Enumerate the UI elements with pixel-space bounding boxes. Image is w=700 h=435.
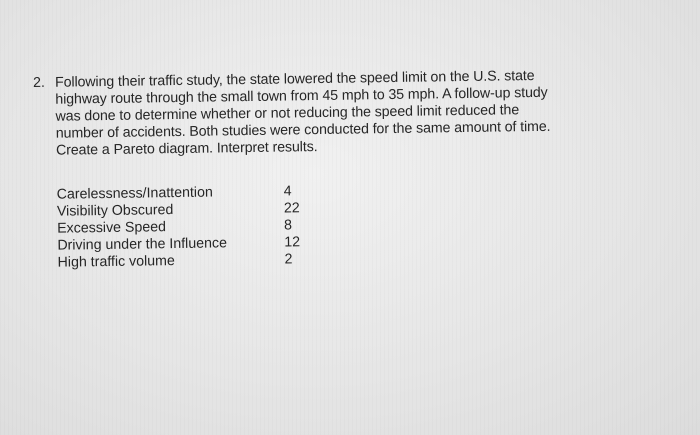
cause-count: 2 [284,251,293,268]
cause-label: High traffic volume [57,253,175,271]
question-line: highway route through the small town from 45 mph to 35 mph. A follow-up study [55,84,548,108]
question-text [55,67,636,160]
cause-count: 8 [284,217,293,234]
cause-count: 12 [284,234,301,251]
question-line: number of accidents. Both studies were conducted for the same amount of time. [55,118,551,142]
cause-label: Driving under the Influence [57,235,228,254]
question-block [33,66,653,271]
table-row [58,251,318,272]
question-number: 2. [33,74,46,91]
cause-label: Carelessness/Inattention [56,184,213,203]
cause-label: Excessive Speed [57,219,167,237]
question-line: was done to determine whether or not reducing the speed limit reduced the [55,102,520,125]
cause-count: 4 [283,183,292,200]
question-line: Following their traffic study, the state lowered the speed limit on the U.S. state [54,67,535,91]
cause-count: 22 [283,200,300,217]
accident-cause-table [57,183,318,272]
question-line: Create a Pareto diagram. Interpret results. [55,139,318,159]
cause-label: Visibility Obscured [56,202,174,220]
